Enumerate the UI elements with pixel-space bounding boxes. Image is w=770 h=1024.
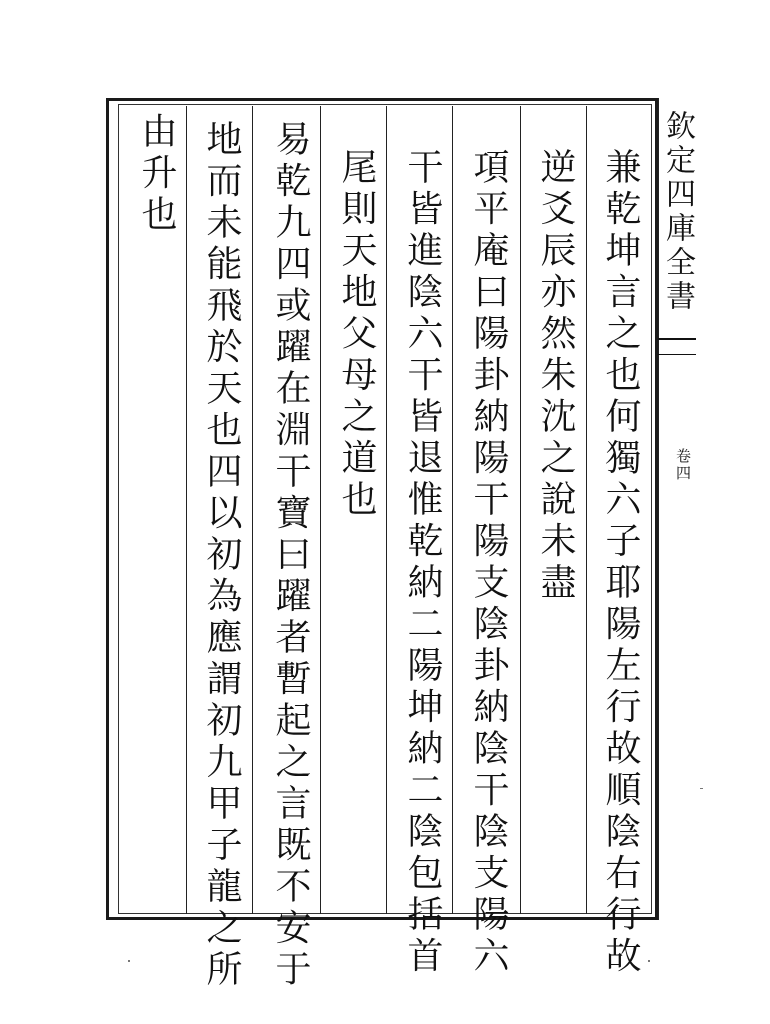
- scan-speck: [700, 788, 703, 789]
- column-rule: [586, 106, 587, 914]
- text-column-6: 易乾九四或躍在淵干寶曰躍者暫起之言既不安于: [270, 120, 311, 992]
- column-rule: [520, 106, 521, 914]
- text-column-3: 項平庵曰陽卦納陽干陽支陰卦納陰干陰支陽六: [468, 148, 509, 978]
- scan-speck: [648, 960, 650, 962]
- text-column-4: 干皆進陰六干皆退惟乾納二陽坤納二陰包括首: [402, 148, 443, 978]
- column-rule: [320, 106, 321, 914]
- column-rule: [252, 106, 253, 914]
- fishtail-mark: [658, 338, 696, 355]
- text-column-8: 由升也: [136, 112, 177, 237]
- column-rule: [186, 106, 187, 914]
- text-column-2: 逆爻辰亦然朱沈之說未盡: [535, 148, 576, 605]
- scan-speck: [128, 960, 130, 962]
- text-column-7: 地而未能飛於天也四以初為應謂初九甲子龍之所: [201, 120, 242, 992]
- text-column-1: 兼乾坤言之也何獨六子耶陽左行故順陰右行故: [600, 148, 641, 978]
- book-title: 欽定四庫全書: [660, 110, 695, 314]
- text-column-5: 尾則天地父母之道也: [336, 148, 377, 522]
- volume-label: 卷四: [674, 448, 692, 482]
- column-rule: [386, 106, 387, 914]
- column-rule: [452, 106, 453, 914]
